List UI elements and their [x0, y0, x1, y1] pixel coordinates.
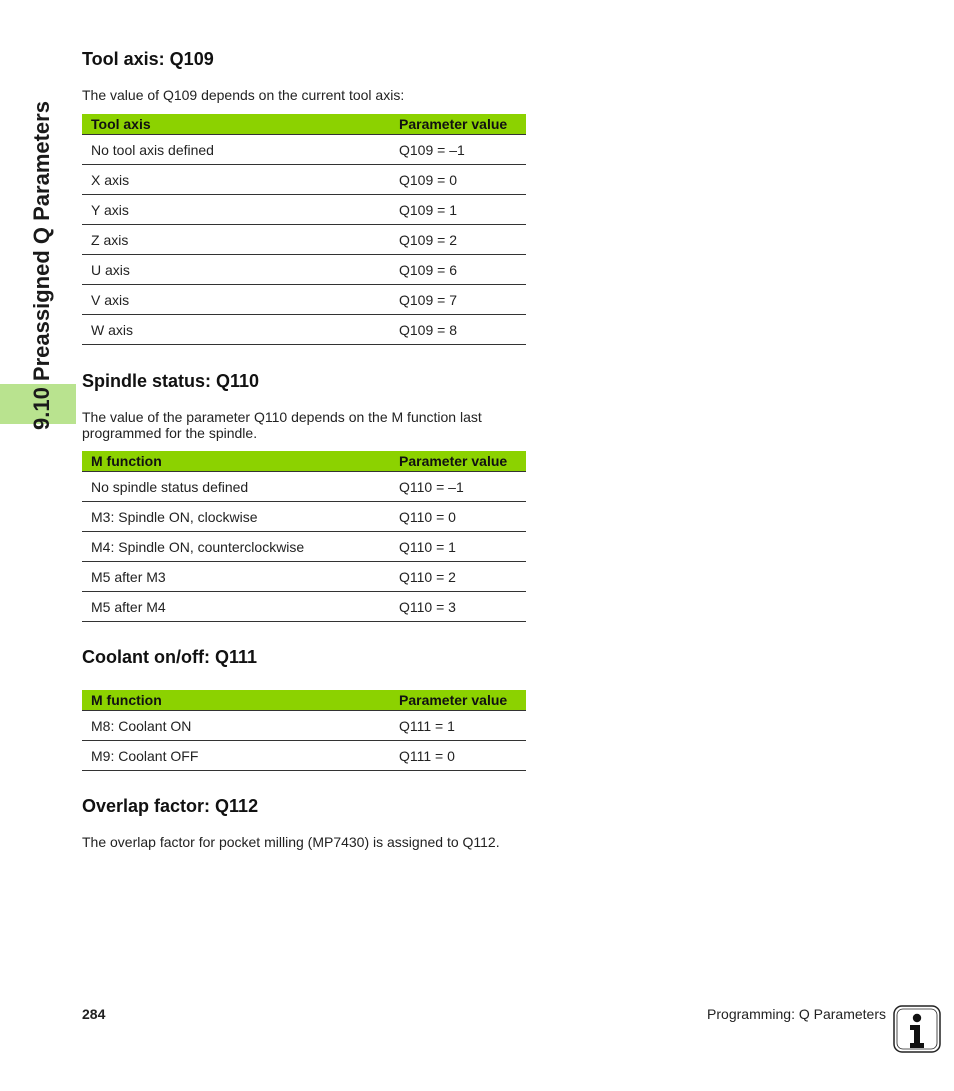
table-row — [82, 165, 526, 195]
footer-chapter-title: Programming: Q Parameters — [707, 1006, 886, 1022]
table-cell: Q109 = 1 — [390, 195, 526, 225]
table-cell: M4: Spindle ON, counterclockwise — [82, 532, 390, 562]
spindle-status-intro: The value of the parameter Q110 depends on the M function last programmed for the spindle. — [82, 409, 482, 441]
table-header-row — [82, 114, 526, 135]
table-cell: Q111 = 0 — [390, 741, 526, 771]
table-cell: M3: Spindle ON, clockwise — [82, 502, 390, 532]
spindle-status-heading: Spindle status: Q110 — [82, 371, 260, 391]
table-row — [82, 285, 526, 315]
column-header: M function — [82, 451, 390, 472]
table-cell: Y axis — [82, 195, 390, 225]
table-cell: Q109 = 0 — [390, 165, 526, 195]
table-cell: Q111 = 1 — [390, 711, 526, 741]
table-row — [82, 255, 526, 285]
table-row — [82, 592, 526, 622]
column-header: Parameter value — [390, 690, 526, 711]
table-cell: W axis — [82, 315, 390, 345]
table-cell: Q110 = 2 — [390, 562, 526, 592]
table-cell: U axis — [82, 255, 390, 285]
table-cell: Q110 = –1 — [390, 472, 526, 502]
table-cell: M5 after M3 — [82, 562, 390, 592]
tool-axis-heading: Tool axis: Q109 — [82, 49, 214, 69]
column-header: Parameter value — [390, 114, 526, 135]
tool-axis-table — [82, 114, 526, 345]
table-cell: M9: Coolant OFF — [82, 741, 390, 771]
table-row — [82, 741, 526, 771]
table-cell: M8: Coolant ON — [82, 711, 390, 741]
column-header: Parameter value — [390, 451, 526, 472]
table-cell: Q110 = 0 — [390, 502, 526, 532]
overlap-intro: The overlap factor for pocket milling (MP7430) is assigned to Q112. — [82, 834, 500, 850]
spindle-status-table — [82, 451, 526, 622]
table-header-row — [82, 690, 526, 711]
table-row — [82, 195, 526, 225]
tool-axis-intro: The value of Q109 depends on the current tool axis: — [82, 87, 405, 103]
table-cell: M5 after M4 — [82, 592, 390, 622]
table-cell: Q109 = 8 — [390, 315, 526, 345]
table-cell: Q109 = –1 — [390, 135, 526, 165]
chapter-title-text: 9.10 Preassigned Q Parameters — [29, 101, 54, 430]
table-cell: Q109 = 7 — [390, 285, 526, 315]
column-header: M function — [82, 690, 390, 711]
table-cell: Q110 = 1 — [390, 532, 526, 562]
table-row — [82, 562, 526, 592]
table-cell: No tool axis defined — [82, 135, 390, 165]
overlap-heading: Overlap factor: Q112 — [82, 796, 259, 816]
table-row — [82, 225, 526, 255]
table-row — [82, 315, 526, 345]
table-cell: V axis — [82, 285, 390, 315]
table-cell: Q109 = 6 — [390, 255, 526, 285]
table-row — [82, 135, 526, 165]
coolant-table — [82, 690, 526, 771]
info-icon — [893, 1005, 941, 1053]
table-cell: X axis — [82, 165, 390, 195]
table-cell: Q109 = 2 — [390, 225, 526, 255]
table-row — [82, 532, 526, 562]
page-number: 284 — [82, 1006, 106, 1022]
table-cell: Z axis — [82, 225, 390, 255]
table-cell: No spindle status defined — [82, 472, 390, 502]
table-row — [82, 472, 526, 502]
column-header: Tool axis — [82, 114, 390, 135]
table-row — [82, 711, 526, 741]
table-cell: Q110 = 3 — [390, 592, 526, 622]
table-header-row — [82, 451, 526, 472]
table-row — [82, 502, 526, 532]
coolant-heading: Coolant on/off: Q111 — [82, 647, 258, 667]
